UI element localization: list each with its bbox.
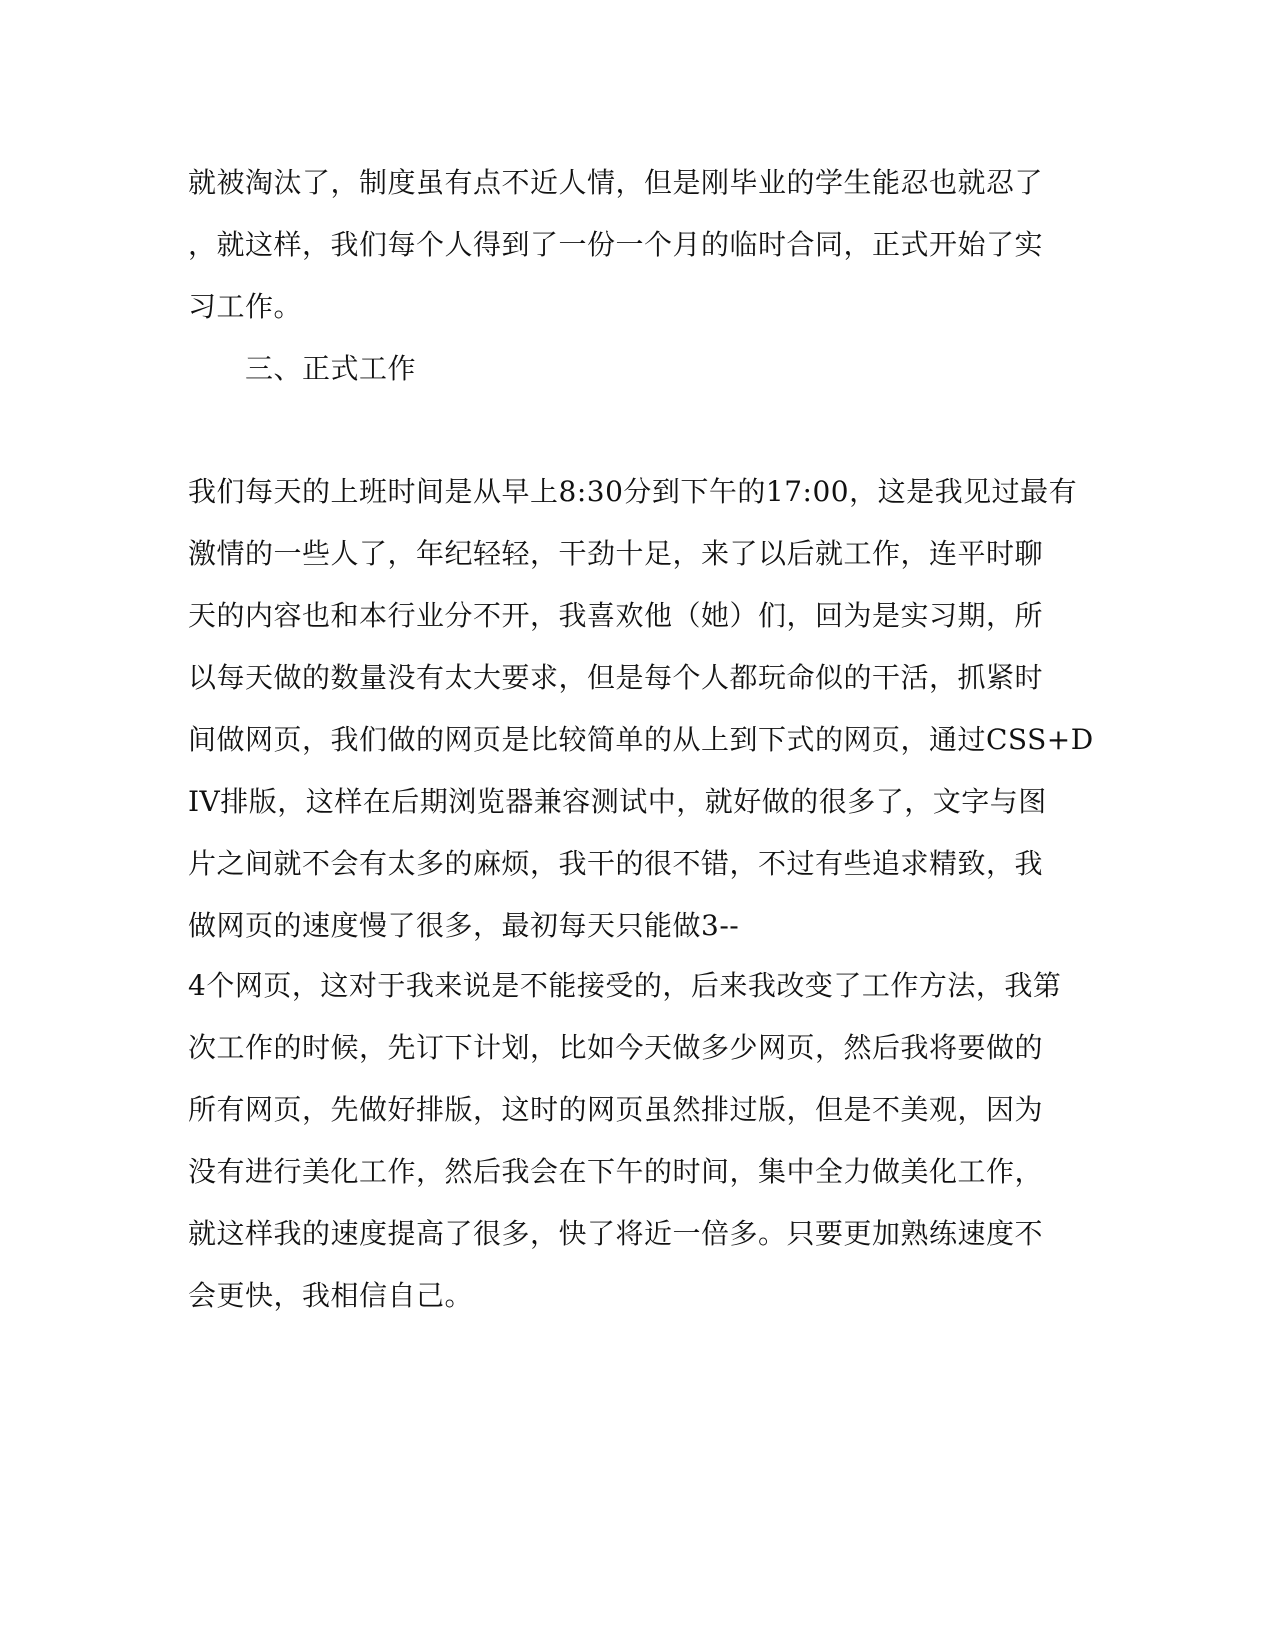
text-line: 天的内容也和本行业分不开，我喜欢他（她）们，回为是实习期，所 (188, 599, 1044, 632)
text-line: 做网页的速度慢了很多，最初每天只能做3-- (188, 909, 740, 942)
text-line: 习工作。 (188, 290, 303, 323)
text-line: 所有网页，先做好排版，这时的网页虽然排过版，但是不美观，因为 (188, 1093, 1044, 1126)
text-line: 以每天做的数量没有太大要求，但是每个人都玩命似的干活，抓紧时 (188, 661, 1044, 694)
text-line: 激情的一些人了，年纪轻轻，干劲十足，来了以后就工作，连平时聊 (188, 537, 1044, 570)
text-line: ，就这样，我们每个人得到了一份一个月的临时合同，正式开始了实 (188, 228, 1044, 261)
text-line: 我们每天的上班时间是从早上8:30分到下午的17:00，这是我见过最有 (188, 475, 1078, 508)
text-line: 4个网页，这对于我来说是不能接受的，后来我改变了工作方法，我第 (188, 969, 1062, 1002)
text-line: 间做网页，我们做的网页是比较简单的从上到下式的网页，通过CSS+D (188, 723, 1094, 756)
text-line: 没有进行美化工作，然后我会在下午的时间，集中全力做美化工作， (188, 1155, 1044, 1188)
text-line: 就被淘汰了，制度虽有点不近人情，但是刚毕业的学生能忍也就忍了 (188, 166, 1044, 199)
text-line: IV排版，这样在后期浏览器兼容测试中，就好做的很多了，文字与图 (188, 785, 1047, 818)
text-line: 次工作的时候，先订下计划，比如今天做多少网页，然后我将要做的 (188, 1031, 1044, 1064)
text-line: 就这样我的速度提高了很多，快了将近一倍多。只要更加熟练速度不 (188, 1217, 1044, 1250)
section-heading: 三、正式工作 (245, 352, 417, 385)
text-line: 片之间就不会有太多的麻烦，我干的很不错，不过有些追求精致，我 (188, 847, 1044, 880)
text-line: 会更快，我相信自己。 (188, 1279, 474, 1312)
